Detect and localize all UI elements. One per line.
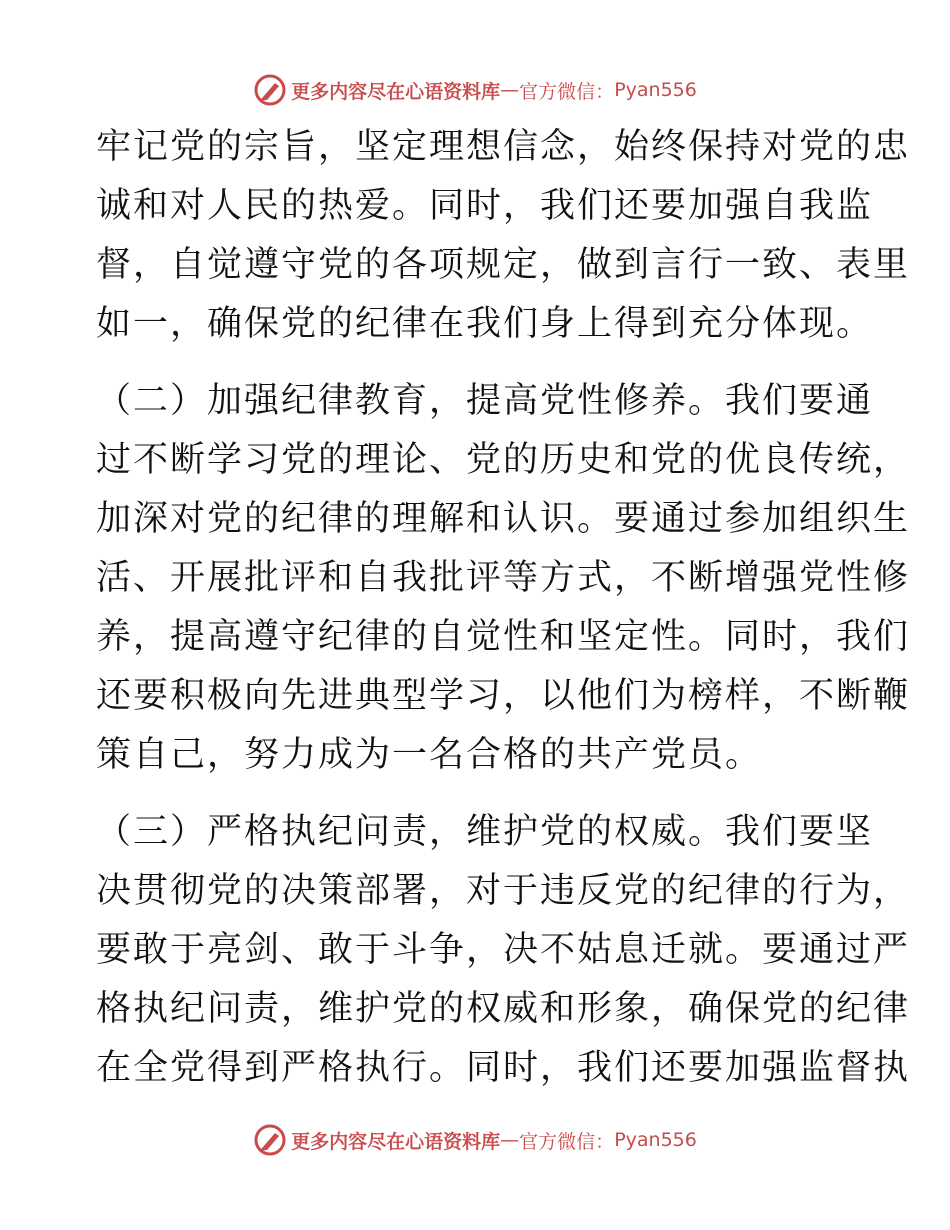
paragraph-1 <box>96 118 911 354</box>
wechat-id: Pyan556 <box>614 1129 697 1151</box>
text-line: （二）加强纪律教育，提高党性修养。我们要通 <box>96 381 874 421</box>
text-line: 如一，确保党的纪律在我们身上得到充分体现。 <box>96 304 874 344</box>
pen-circle-logo-icon <box>253 1123 287 1157</box>
text-line: 还要积极向先进典型学习，以他们为榜样，不断鞭 <box>96 676 911 716</box>
text-line: 决贯彻党的决策部署，对于违反党的纪律的行为， <box>96 871 911 911</box>
banner-separator: — <box>500 79 520 101</box>
footer-banner <box>0 1120 950 1160</box>
text-line: 督，自觉遵守党的各项规定，做到言行一致、表里 <box>96 245 911 285</box>
wechat-label: 官方微信： <box>519 1130 615 1153</box>
promo-text: 更多内容尽在心语资料库 <box>291 1130 501 1153</box>
banner-separator: — <box>500 1129 520 1151</box>
text-line: 牢记党的宗旨，坚定理想信念，始终保持对党的忠 <box>96 127 911 167</box>
header-banner <box>0 70 950 110</box>
text-line: 格执纪问责，维护党的权威和形象，确保党的纪律 <box>96 989 911 1029</box>
text-line: 养，提高遵守纪律的自觉性和坚定性。同时，我们 <box>96 617 911 657</box>
wechat-id: Pyan556 <box>614 79 697 101</box>
paragraph-2 <box>96 372 911 785</box>
text-line: 在全党得到严格执行。同时，我们还要加强监督执 <box>96 1048 911 1088</box>
text-line: 过不断学习党的理论、党的历史和党的优良传统， <box>96 440 911 480</box>
text-line: （三）严格执纪问责，维护党的权威。我们要坚 <box>96 812 874 852</box>
pen-circle-logo-icon <box>253 73 287 107</box>
document-body <box>96 118 911 1098</box>
text-line: 诚和对人民的热爱。同时，我们还要加强自我监 <box>96 186 874 226</box>
text-line: 要敢于亮剑、敢于斗争，决不姑息迁就。要通过严 <box>96 930 911 970</box>
promo-text: 更多内容尽在心语资料库 <box>291 80 501 103</box>
wechat-label: 官方微信： <box>519 80 615 103</box>
text-line: 策自己，努力成为一名合格的共产党员。 <box>96 735 763 775</box>
text-line: 加深对党的纪律的理解和认识。要通过参加组织生 <box>96 499 911 539</box>
paragraph-3 <box>96 803 911 1098</box>
text-line: 活、开展批评和自我批评等方式，不断增强党性修 <box>96 558 911 598</box>
